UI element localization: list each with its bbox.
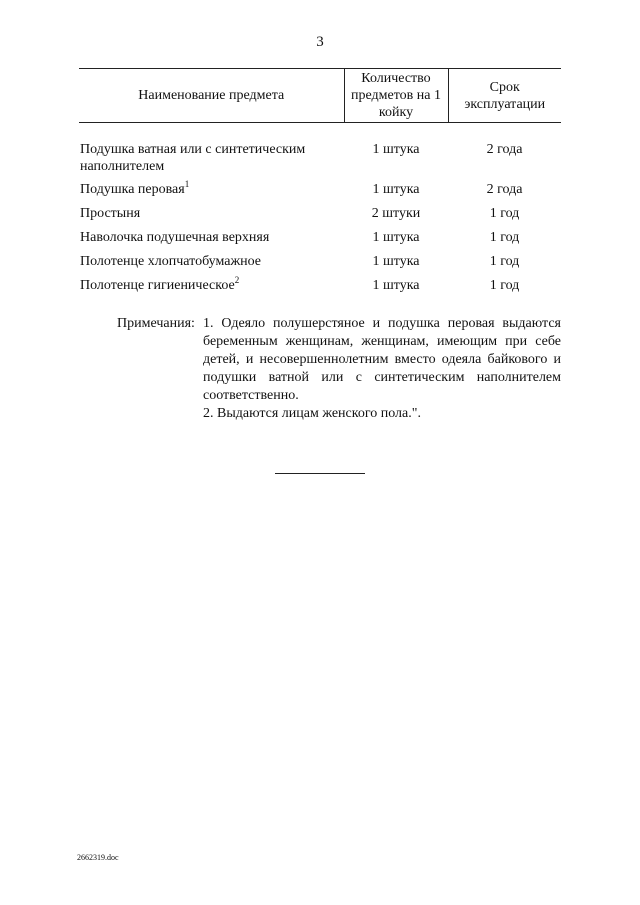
header-quantity: Количество предметов на 1 койку — [344, 69, 448, 123]
item-name — [79, 181, 344, 205]
table-row — [79, 277, 561, 301]
item-name — [79, 229, 344, 253]
footnote-marker: 2 — [234, 275, 240, 285]
item-quantity: 1 штука — [372, 278, 420, 293]
item-quantity: 2 штуки — [371, 206, 421, 221]
table-row — [79, 205, 561, 229]
table-row — [79, 141, 561, 181]
item-term: 2 года — [486, 142, 523, 157]
item-name-text: Полотенце хлопчатобумажное — [80, 254, 261, 269]
separator-rule — [275, 473, 365, 474]
item-quantity: 1 штука — [372, 142, 420, 157]
item-term: 1 год — [489, 278, 520, 293]
header-name: Наименование предмета — [79, 69, 344, 123]
item-name-text: Полотенце гигиеническое — [80, 278, 235, 293]
table-body — [79, 123, 561, 302]
item-name-text: Подушка ватная или с синтетическим наполнителем — [80, 142, 306, 174]
table-header-row — [79, 69, 561, 123]
table-row — [79, 229, 561, 253]
item-name-text: Простыня — [80, 206, 141, 221]
item-quantity: 1 штука — [372, 254, 420, 269]
item-name — [79, 141, 344, 181]
item-name-text: Наволочка подушечная верхняя — [80, 230, 270, 245]
table-row — [79, 253, 561, 277]
item-term: 1 год — [489, 230, 520, 245]
file-reference: 2662319.doc — [77, 853, 119, 862]
note-item: 2. Выдаются лицам женского пола.". — [203, 406, 421, 421]
page-number: 3 — [316, 34, 324, 50]
notes-label: Примечания: — [117, 316, 195, 331]
item-term: 1 год — [489, 254, 520, 269]
notes-body — [203, 315, 561, 423]
item-name — [79, 253, 344, 277]
item-term: 1 год — [489, 206, 520, 221]
item-quantity: 1 штука — [372, 230, 420, 245]
item-name — [79, 205, 344, 229]
items-table — [79, 68, 561, 301]
header-term: Срок эксплуатации — [448, 69, 561, 123]
item-name-text: Подушка перовая — [80, 182, 185, 197]
note-item: 1. Одеяло полушерстяное и подушка перовая выдаются беременным женщинам, женщинам, имеющим при себе детей, и несовершеннолетним вместо одеяла байкового и подушки ватной или с синтетическим наполнителем соответственно. — [203, 316, 561, 403]
item-name — [79, 277, 344, 301]
table-row — [79, 181, 561, 205]
footnote-marker: 1 — [184, 179, 190, 189]
item-quantity: 1 штука — [372, 182, 420, 197]
item-term: 2 года — [486, 182, 523, 197]
